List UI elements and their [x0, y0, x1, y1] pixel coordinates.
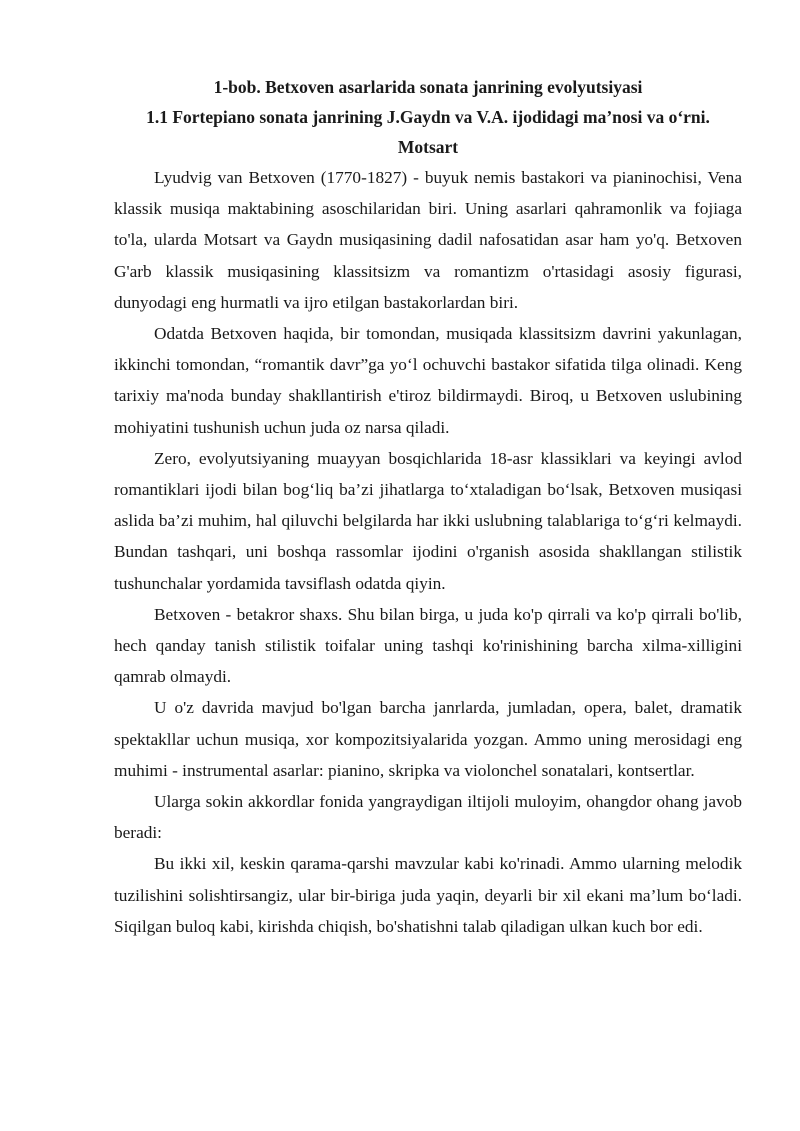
section-title: 1.1 Fortepiano sonata janrining J.Gaydn va V.A. ijodidagi ma’nosi va o‘rni. Motsart — [146, 107, 710, 157]
document-page — [114, 70, 742, 942]
paragraph: Zero, evolyutsiyaning muayyan bosqichlarida 18-asr klassiklari va keyingi avlod romantiklari ijodi bilan bog‘liq ba’zi jihatlarga to‘xtaladigan bo‘lsak, Betxoven musiqasi aslida ba’zi muhim, hal qiluvchi belgilarda har ikki uslubning talablariga to‘g‘ri kelmaydi. Bundan tashqari, uni boshqa rassomlar ijodini o'rganish asosida shakllangan stilistik tushunchalar yordamida tavsiflash odatda qiyin. — [114, 448, 742, 593]
chapter-title: 1-bob. Betxoven asarlarida sonata janrining evolyutsiyasi — [213, 77, 643, 97]
document-body — [114, 162, 742, 942]
paragraph: U o'z davrida mavjud bo'lgan barcha janrlarda, jumladan, opera, balet, dramatik spektakllar uchun musiqa, xor kompozitsiyalarida yozgan. Ammo uning merosidagi eng muhimi - instrumental asarlar: pianino, skripka va violonchel sonatalari, kontsertlar. — [114, 698, 742, 780]
paragraph: Lyudvig van Betxoven (1770-1827) - buyuk nemis bastakori va pianinochisi, Vena klassik musiqa maktabining asoschilaridan biri. Uning asarlari qahramonlik va fojiaga to'la, ularda Motsart va Gaydn musiqasining dadil nafosatidan asar ham yo'q. Betxoven G'arb klassik musiqasining klassitsizm va romantizm o'rtasidagi asosiy figurasi, dunyodagi eng hurmatli va ijro etilgan bastakorlardan biri. — [114, 168, 742, 312]
paragraph: Betxoven - betakror shaxs. Shu bilan birga, u juda ko'p qirrali va ko'p qirrali bo'lib, hech qanday tanish stilistik toifalar uning tashqi ko'rinishining barcha xilma-xilligini qamrab olmaydi. — [114, 604, 742, 687]
paragraph: Bu ikki xil, keskin qarama-qarshi mavzular kabi ko'rinadi. Ammo ularning melodik tuzilishini solishtirsangiz, ular bir-biriga juda yaqin, deyarli bir xil ekani ma’lum bo‘ladi. Siqilgan buloq kabi, kirishda chiqish, bo'shatishni talab qiladigan ulkan kuch bor edi. — [114, 854, 742, 936]
paragraph: Ularga sokin akkordlar fonida yangraydigan iltijoli muloyim, ohangdor ohang javob beradi: — [114, 792, 742, 843]
paragraph: Odatda Betxoven haqida, bir tomondan, musiqada klassitsizm davrini yakunlagan, ikkinchi tomondan, “romantik davr”ga yo‘l ochuvchi bastakor sifatida tilga olinadi. Keng tarixiy ma'noda bunday shakllantirish e'tiroz bildirmaydi. Biroq, u Betxoven uslubining mohiyatini tushunish uchun juda oz narsa qiladi. — [114, 324, 742, 437]
